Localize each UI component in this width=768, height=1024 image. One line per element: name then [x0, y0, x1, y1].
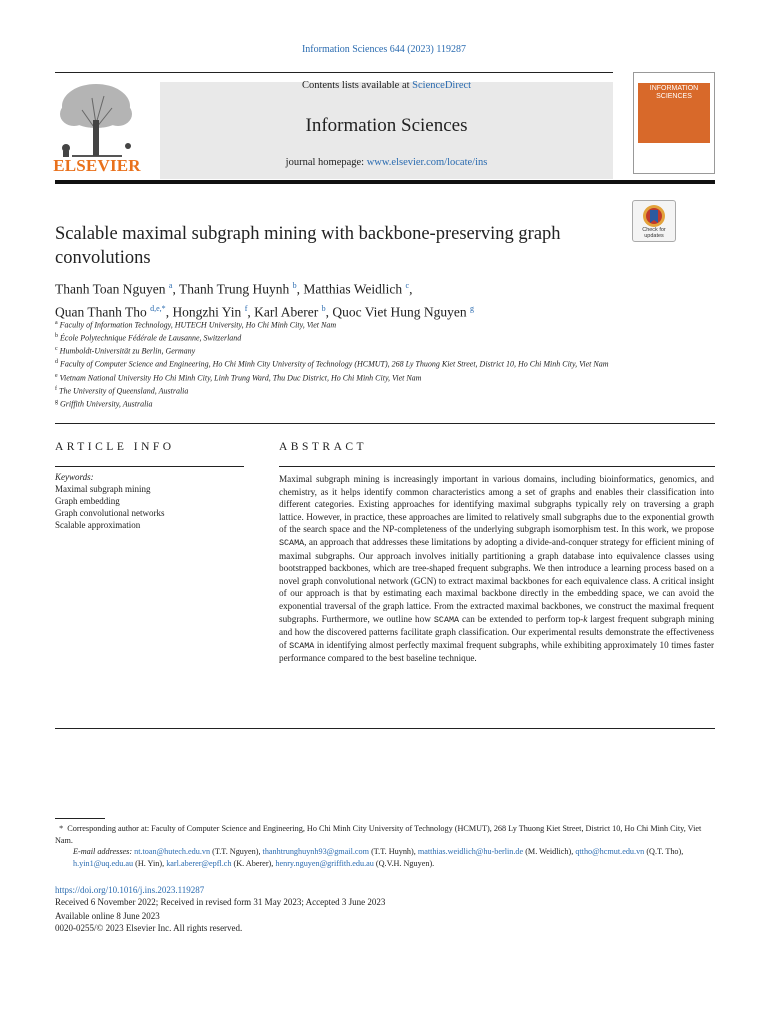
affiliation-item [55, 384, 675, 397]
check-for-updates-label: Check for updates [642, 227, 666, 239]
online-date: Available online 8 June 2023 [55, 911, 160, 921]
header-bottom-rule [55, 180, 715, 184]
journal-cover-image[interactable] [633, 72, 715, 174]
email-link[interactable]: thanhtrunghuynh93@gmail.com [262, 847, 370, 856]
footnotes [55, 823, 715, 869]
email-owner: (T.T. Huynh), [369, 847, 418, 856]
author-affiliation-marker[interactable]: a [168, 281, 173, 290]
email-link[interactable]: qttho@hcmut.edu.vn [575, 847, 645, 856]
k-variable: k [583, 613, 588, 624]
author-name[interactable]: Matthias Weidlich [303, 281, 403, 297]
author-list [55, 276, 695, 321]
author-affiliation-marker[interactable]: c [405, 281, 410, 290]
affiliation-rule [55, 423, 715, 424]
contents-prefix: Contents lists available at [301, 80, 413, 91]
method-name: SCAMA [433, 614, 460, 625]
publisher-name: ELSEVIER [53, 156, 141, 175]
contents-line [160, 80, 613, 91]
author-name[interactable]: Hongzhi Yin [172, 304, 242, 319]
author-name[interactable]: Karl Aberer [254, 304, 319, 319]
sciencedirect-link[interactable]: ScienceDirect [412, 80, 472, 91]
article-info-rule [55, 466, 244, 467]
abstract-part: Maximal subgraph mining is increasingly important in various domains, including bioinformatics, genomics, and chemistry, as it helps identify common characteristics among a set of graphs and enables their classification into different categories. Existing approaches for identifying maximal subgraphs typically rely on traversing a graph lattice. However, in practice, these approaches are limited to relatively small subgraphs due to the exponential growth of the search space and the NP-completeness of the underlying subgraph isomorphism test. In this work, we propose [279, 474, 714, 535]
doi-link[interactable]: https://doi.org/10.1016/j.ins.2023.119287 [55, 885, 205, 895]
affiliation-text: Faculty of Computer Science and Engineering, Ho Chi Minh City University of Technology (HCMUT), 268 Ly Thuong Kiet Street, District 10, Ho Chi Minh City, Viet Nam [60, 360, 609, 370]
email-owner: (T.T. Nguyen), [210, 847, 263, 856]
author-separator: , [165, 304, 173, 319]
affiliation-item [55, 397, 675, 410]
abstract-heading: ABSTRACT [279, 441, 368, 453]
email-owner: (Q.T. Tho), [644, 847, 684, 856]
abstract-rule [279, 466, 715, 467]
author-name[interactable]: Quoc Viet Hung Nguyen [332, 304, 467, 319]
affiliation-marker: a [55, 320, 58, 326]
affiliation-text: Humboldt-Universität zu Berlin, Germany [59, 346, 196, 356]
author-name[interactable]: Thanh Toan Nguyen [55, 281, 166, 297]
check-for-updates-badge[interactable] [632, 200, 676, 242]
method-name: SCAMA [289, 640, 315, 651]
affiliation-text: École Polytechnique Fédérale de Lausanne, Switzerland [60, 333, 242, 343]
email-link[interactable]: karl.aberer@epfl.ch [166, 858, 232, 868]
email-link[interactable]: h.yin1@uq.edu.au [73, 858, 134, 868]
journal-homepage [160, 157, 613, 168]
keyword-item: Maximal subgraph mining [55, 484, 151, 494]
header-top-rule [55, 72, 613, 73]
received-dates: Received 6 November 2022; Received in revised form 31 May 2023; Accepted 3 June 2023 [55, 897, 386, 907]
keyword-list [55, 483, 255, 531]
affiliation-text: Faculty of Information Technology, HUTECH University, Ho Chi Minh City, Viet Nam [59, 320, 337, 330]
author-affiliation-marker[interactable]: d,e,* [150, 303, 166, 313]
article-info-heading: ARTICLE INFO [55, 441, 175, 453]
star-marker: * [59, 824, 64, 833]
affiliation-item [55, 344, 675, 357]
affiliation-item [55, 331, 675, 344]
author-separator: , [296, 281, 304, 297]
keywords-label: Keywords: [55, 472, 94, 482]
email-label: E-mail addresses: [73, 847, 133, 856]
affiliation-marker: b [55, 333, 58, 340]
abstract-part: in identifying almost perfectly maximal frequent subgraphs, while exhibiting approximately 10 times faster performance compared to the best baseline technique. [279, 639, 715, 664]
copyright: 0020-0255/© 2023 Elsevier Inc. All rights reserved. [55, 923, 243, 933]
author-separator: , [247, 304, 255, 319]
email-owner: (M. Weidlich), [523, 847, 576, 856]
author-separator: , [172, 281, 179, 297]
affiliation-item [55, 357, 675, 370]
journal-reference-link[interactable]: Information Sciences 644 (2023) 119287 [301, 44, 467, 55]
author-name[interactable]: Thanh Trung Huynh [178, 281, 290, 297]
corresponding-note [55, 823, 715, 846]
affiliation-text: The University of Queensland, Australia [59, 386, 189, 396]
journal-title: Information Sciences [305, 115, 468, 136]
cover-title: INFORMATION SCIENCES [649, 85, 699, 100]
affiliation-item [55, 371, 675, 384]
affiliation-list [55, 318, 675, 410]
affiliation-marker: c [55, 346, 58, 353]
homepage-link[interactable]: www.elsevier.com/locate/ins [366, 157, 488, 168]
email-link[interactable]: nt.toan@hutech.edu.vn [134, 847, 211, 856]
email-owner: (K. Aberer), [231, 858, 276, 868]
publication-info [55, 884, 715, 934]
abstract-part: largest frequent subgraph mining and how the discovered patterns facilitate graph classification. Our experimental results demonstrate the effectiveness of [279, 613, 714, 650]
author-affiliation-marker[interactable]: f [244, 303, 248, 313]
homepage-prefix: journal homepage: [285, 157, 367, 168]
author-affiliation-marker[interactable]: g [470, 303, 474, 313]
abstract-part: can be extended to perform top- [459, 613, 584, 624]
affiliation-marker: g [55, 398, 58, 405]
footnote-rule [55, 818, 105, 819]
method-name: SCAMA [279, 537, 305, 548]
email-owner: (Q.V.H. Nguyen). [373, 858, 435, 868]
author-separator: , [325, 304, 333, 319]
affiliation-marker: d [55, 359, 58, 366]
affiliation-text: Vietnam National University Ho Chi Minh City, Linh Trung Ward, Thu Duc District, Ho Chi Minh City, Viet Nam [59, 373, 422, 383]
author-affiliation-marker[interactable]: b [292, 281, 297, 290]
email-owner: (H. Yin), [133, 858, 167, 868]
keywords-block [55, 471, 255, 531]
corresponding-text: Corresponding author at: Faculty of Computer Science and Engineering, Ho Chi Minh City University of Technology (HCMUT), 268 Ly Thuong Kiet Street, District 10, Ho Chi Minh City, Viet Nam. [55, 824, 702, 845]
abstract-bottom-rule [55, 728, 715, 729]
abstract-part: , an approach that addresses these limitations by adopting a divide-and-conquer strategy for efficient mining of maximal subgraphs. Our approach involves initially partitioning a graph database into equivalence classes using bootstrapped backbones, which are tree-shaped frequent subgraphs. We then introduce a learning process based on a novel graph convolutional network (GCN) to extract maximal backbones for each equivalence class. A critical insight of our approach is that by estimating each maximal backbone directly in the embedding space, we can avoid the exponential traversal of the graph lattice. From the extracted maximal backbones, we construct the maximal frequent subgraphs. Furthermore, we outline how [279, 536, 714, 624]
affiliation-marker: f [55, 385, 57, 392]
author-affiliation-marker[interactable]: b [321, 303, 326, 313]
affiliation-text: Griffith University, Australia [60, 399, 153, 409]
paper-title: Scalable maximal subgraph mining with backbone-preserving graph convolutions [55, 224, 561, 268]
keyword-item: Graph convolutional networks [55, 508, 165, 518]
journal-reference[interactable] [0, 44, 768, 55]
author-name[interactable]: Quan Thanh Tho [55, 304, 147, 319]
email-link[interactable]: henry.nguyen@griffith.edu.au [275, 858, 374, 868]
affiliation-marker: e [55, 372, 58, 379]
email-note [55, 846, 715, 869]
author-separator: , [409, 281, 413, 297]
email-link[interactable]: matthias.weidlich@hu-berlin.de [417, 847, 524, 856]
abstract-text [279, 473, 714, 665]
keyword-item: Graph embedding [55, 496, 120, 506]
affiliation-item [55, 318, 675, 331]
keyword-item: Scalable approximation [55, 520, 141, 530]
